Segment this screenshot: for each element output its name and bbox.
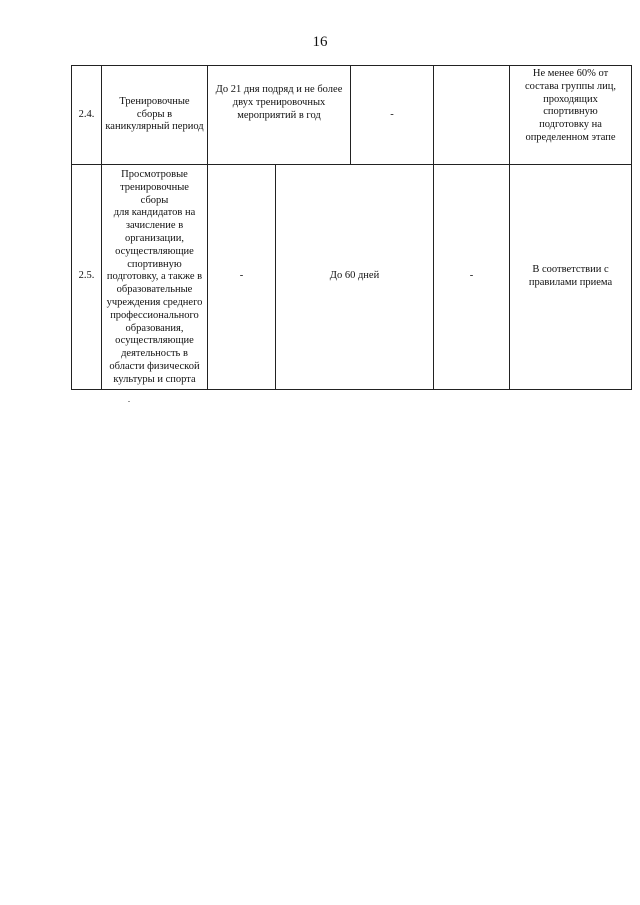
duration-cell: До 60 дней — [276, 165, 434, 390]
row-number-cell: 2.4. — [72, 66, 102, 165]
row-number-cell: 2.5. — [72, 165, 102, 390]
note-cell: Не менее 60% от состава группы лиц, проходящих спортивную подготовку на определенном этапе — [510, 66, 632, 165]
dash-cell: - — [208, 165, 276, 390]
norms-table — [71, 65, 632, 390]
dash-cell: - — [434, 165, 510, 390]
page-number: 16 — [312, 34, 328, 50]
scan-speck — [128, 401, 130, 402]
event-name-cell: Тренировочные сборы в каникулярный период — [102, 66, 208, 165]
table-row — [72, 66, 632, 165]
duration-cell: До 21 дня подряд и не более двух тренировочных мероприятий в год — [208, 66, 351, 165]
event-name-cell: Просмотровые тренировочные сборы для кандидатов на зачисление в организации, осуществляющие спортивную подготовку, а также в образовательные учреждения среднего профессионального образования, осуществляющие деятельность в области физической культуры и спорта — [102, 165, 208, 390]
note-cell: В соответствии с правилами приема — [510, 165, 632, 390]
empty-cell — [434, 66, 510, 165]
table-row — [72, 165, 632, 390]
dash-cell: - — [351, 66, 434, 165]
